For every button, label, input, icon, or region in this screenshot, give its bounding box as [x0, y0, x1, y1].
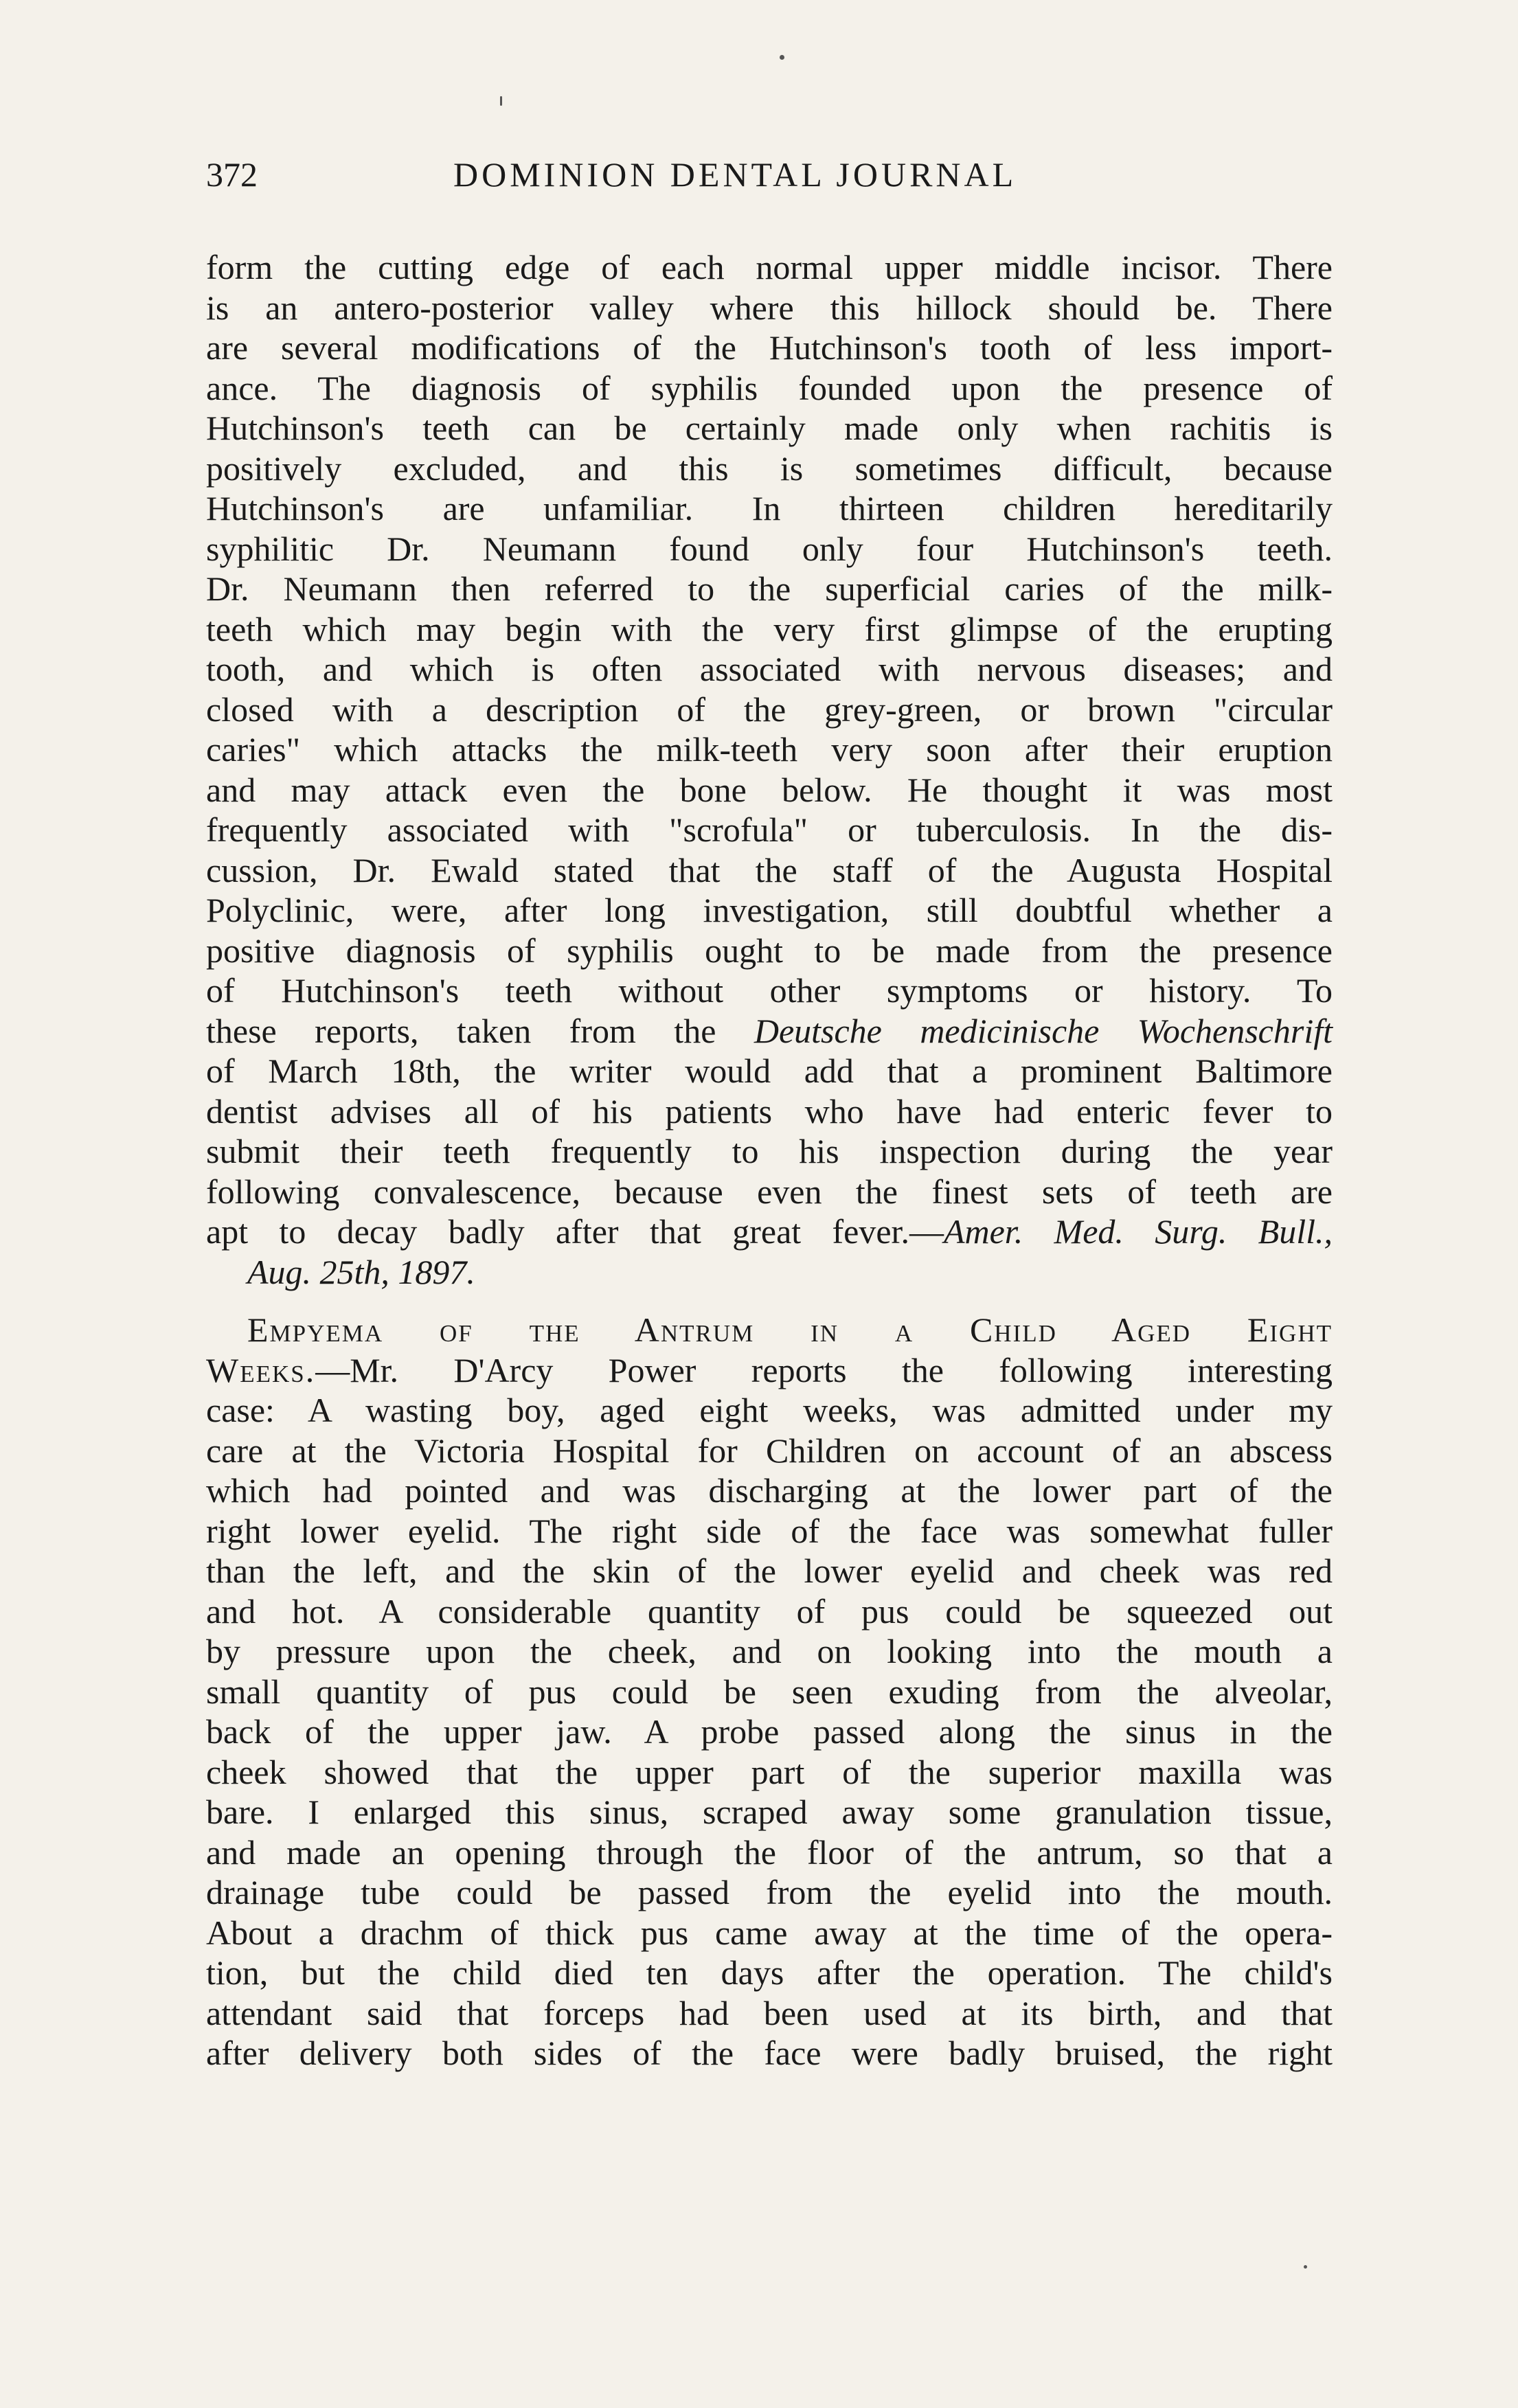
source-date — [206, 1252, 1333, 1293]
text-fragment: these reports, taken from the — [206, 1011, 754, 1050]
text-line: cheek showed that the upper part of the superior maxilla was — [206, 1752, 1333, 1791]
text-line: and made an opening through the floor of the antrum, so that a — [206, 1832, 1333, 1872]
text-line: teeth which may begin with the very first glimpse of the erupting — [206, 609, 1333, 648]
text-line: and may attack even the bone below. He thought it was most — [206, 770, 1333, 809]
text-line: syphilitic Dr. Neumann found only four Hutchinson's teeth. — [206, 529, 1333, 568]
text-line-with-citation — [206, 1011, 1333, 1052]
text-line: Hutchinson's teeth can be certainly made only when rachitis is — [206, 409, 1333, 447]
text-line: of March 18th, the writer would add that a prominent Baltimore — [206, 1052, 1333, 1090]
article-empyema — [206, 1310, 1333, 2074]
text-line: closed with a description of the grey-green, or brown "circular — [206, 690, 1333, 729]
text-line: Polyclinic, were, after long investigation, still doubtful whether a — [206, 891, 1333, 929]
text-line: back of the upper jaw. A probe passed along the sinus in the — [206, 1712, 1333, 1751]
text-line: attendant said that forceps had been used at its birth, and that — [206, 1993, 1333, 2032]
section-heading: Empyema of the Antrum in a Child Aged Eight — [247, 1310, 1333, 1349]
text-line: dentist advises all of his patients who have had enteric fever to — [206, 1091, 1333, 1131]
text-line: following convalescence, because even the finest sets of teeth are — [206, 1172, 1333, 1211]
text-line: frequently associated with "scrofula" or tuberculosis. In the dis- — [206, 810, 1333, 849]
text-line: than the left, and the skin of the lower eyelid and cheek was red — [206, 1552, 1333, 1590]
text-line: small quantity of pus could be seen exuding from the alveolar, — [206, 1672, 1333, 1711]
text-line: tion, but the child died ten days after the operation. The child's — [206, 1953, 1333, 1992]
text-line-with-source — [206, 1212, 1333, 1252]
text-line: which had pointed and was discharging at the lower part of the — [206, 1471, 1333, 1510]
text-line: form the cutting edge of each normal upper middle incisor. There — [206, 248, 1333, 286]
text-line-with-heading — [206, 1350, 1333, 1391]
page-header — [206, 155, 1333, 209]
text-line: caries" which attacks the milk-teeth very soon after their eruption — [206, 730, 1333, 769]
text-line: after delivery both sides of the face were badly bruised, the right — [206, 2034, 1333, 2072]
text-line: Dr. Neumann then referred to the superficial caries of the milk- — [206, 569, 1333, 608]
text-line: drainage tube could be passed from the eyelid into the mouth. — [206, 1873, 1333, 1911]
section-heading-end: Weeks. — [206, 1350, 316, 1389]
text-line: is an antero-posterior valley where this hillock should be. There — [206, 288, 1333, 327]
text-line: and hot. A considerable quantity of pus could be squeezed out — [206, 1591, 1333, 1631]
journal-citation: Deutsche medicinische Wochenschrift — [754, 1011, 1333, 1050]
page-number: 372 — [206, 155, 258, 194]
running-title: DOMINION DENTAL JOURNAL — [453, 155, 1017, 194]
ink-speck — [780, 55, 784, 60]
text-line: case: A wasting boy, aged eight weeks, was admitted under my — [206, 1391, 1333, 1429]
source-date-text: Aug. 25th, 1897. — [247, 1252, 475, 1291]
ink-speck — [500, 96, 502, 106]
text-line: are several modifications of the Hutchinson's tooth of less import- — [206, 328, 1333, 367]
text-line: bare. I enlarged this sinus, scraped away some granulation tissue, — [206, 1793, 1333, 1831]
text-line: positively excluded, and this is sometimes difficult, because — [206, 448, 1333, 488]
article-continuation — [206, 247, 1333, 1292]
text-line: ance. The diagnosis of syphilis founded upon the presence of — [206, 368, 1333, 407]
text-line: tooth, and which is often associated with nervous diseases; and — [206, 650, 1333, 688]
text-fragment: —Mr. D'Arcy Power reports the following interesting — [315, 1350, 1333, 1389]
text-line: care at the Victoria Hospital for Children on account of an abscess — [206, 1431, 1333, 1470]
ink-speck — [1304, 2265, 1307, 2269]
text-line: submit their teeth frequently to his inspection during the year — [206, 1132, 1333, 1170]
source-citation: Amer. Med. Surg. Bull., — [943, 1212, 1333, 1251]
text-fragment: apt to decay badly after that great fever.— — [206, 1212, 944, 1251]
text-line: right lower eyelid. The right side of the face was somewhat fuller — [206, 1511, 1333, 1550]
text-line: About a drachm of thick pus came away at the time of the opera- — [206, 1913, 1333, 1952]
text-line: by pressure upon the cheek, and on looking into the mouth a — [206, 1632, 1333, 1670]
text-line: of Hutchinson's teeth without other symptoms or history. To — [206, 971, 1333, 1010]
text-line: cussion, Dr. Ewald stated that the staff of the Augusta Hospital — [206, 850, 1333, 889]
text-line: positive diagnosis of syphilis ought to be made from the presence — [206, 931, 1333, 970]
text-line: Hutchinson's are unfamiliar. In thirteen children hereditarily — [206, 489, 1333, 527]
